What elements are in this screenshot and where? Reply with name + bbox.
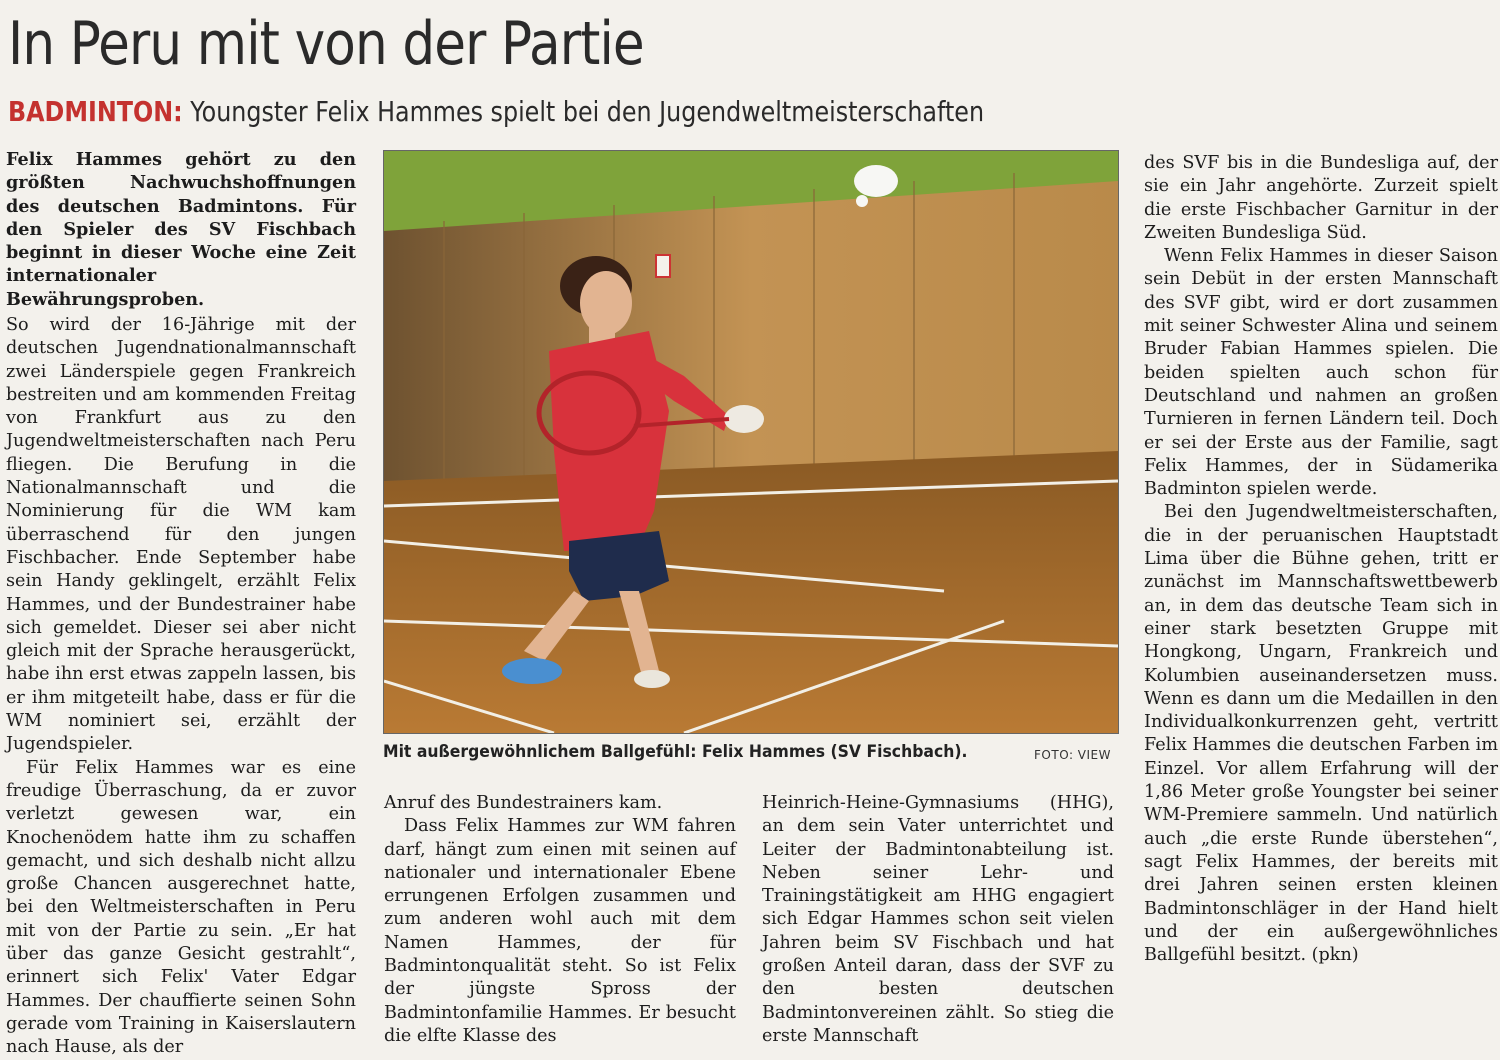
headline: In Peru mit von der Partie — [8, 9, 644, 79]
text-column-2 — [384, 792, 736, 1048]
photo-credit: FOTO: VIEW — [1034, 748, 1111, 762]
paragraph: des SVF bis in die Bundesliga auf, der sie ein Jahr angehörte. Zurzeit spielt die erste Fischbacher Garnitur in der Zweiten Bundesliga Süd. — [1144, 153, 1498, 243]
badminton-player-photo — [383, 150, 1119, 734]
text-column-1 — [6, 314, 356, 1060]
subheadline — [8, 92, 1266, 132]
text-column-3 — [762, 792, 1114, 1048]
exit-sign — [656, 255, 670, 277]
text-column-4 — [1144, 152, 1498, 967]
paragraph: Dass Felix Hammes zur WM fahren darf, hängt zum einen mit seinen auf nationaler und internationaler Ebene errungenen Erfolgen zusammen und zum anderen wohl auch mit dem Namen Hammes, der für Badmintonqualität steht. So ist Felix der jüngste Spross der Badmintonfamilie Hammes. Er besucht die elfte Klasse des — [384, 816, 736, 1046]
subtitle: Youngster Felix Hammes spielt bei den Jugendweltmeisterschaften — [190, 95, 985, 128]
paragraph: Heinrich-Heine-Gymnasiums (HHG), an dem sein Vater unterrichtet und Leiter der Badmintonabteilung ist. Neben seiner Lehr- und Trainingstätigkeit am HHG engagiert sich Edgar Hammes schon seit vielen Jahren beim SV Fischbach und hat großen Anteil daran, dass der SVF zu den besten deutschen Badmintonvereinen zählt. So stieg die erste Mannschaft — [762, 793, 1114, 1046]
shuttlecock — [854, 165, 898, 197]
paragraph: Anruf des Bundestrainers kam. — [384, 793, 663, 813]
paragraph: Wenn Felix Hammes in dieser Saison sein Debüt in der ersten Mannschaft des SVF gibt, wird er dort zusammen mit seiner Schwester Alina und seinem Bruder Fabian Hammes spielen. Die beiden spielten auch schon für Deutschland und nahmen an großen Turnieren in fernen Ländern teil. Doch er sei der Erste aus der Familie, sagt Felix Hammes, der in Südamerika Badminton spielen werde. — [1144, 246, 1498, 500]
paragraph: So wird der 16-Jährige mit der deutschen Jugendnationalmannschaft zwei Länderspiele gegen Frankreich bestreiten und am kommenden Freitag von Frankfurt aus zu den Jugendweltmeisterschaften nach Peru fliegen. Die Berufung in die Nationalmannschaft und die Nominierung für die WM kam überraschend für den jungen Fischbacher. Ende September habe sein Handy geklingelt, erzählt Felix Hammes, und der Bundestrainer habe sich gemeldet. Dieser sei aber nicht gleich mit der Sprache herausgerückt, habe ihn erst etwas zappeln lassen, bis er ihm mitgeteilt habe, dass er für die WM nominiert sei, erzählt der Jugendspieler. — [6, 315, 356, 755]
paragraph: Bei den Jugendweltmeisterschaften, die in der peruanischen Hauptstadt Lima über die Bühne gehen, tritt er zunächst im Mannschaftswettbewerb an, in dem das deutsche Team sich in einer stark besetzten Gruppe mit Hongkong, Ungarn, Frankreich und Kolumbien auseinandersetzen muss. Wenn es dann um die Medaillen in den Individualkonkurrenzen geht, vertritt Felix Hammes die deutschen Farben im Einzel. Vor allem Erfahrung will der 1,86 Meter große Youngster bei seiner WM-Premiere sammeln. Und natürlich auch „die erste Runde überstehen“, sagt Felix Hammes, der bereits mit drei Jahren seinen ersten kleinen Badmintonschläger in der Hand hielt und der ein außergewöhnliches Ballgefühl besitzt. (pkn) — [1144, 502, 1498, 966]
paragraph: Für Felix Hammes war es eine freudige Überraschung, da er zuvor verletzt gewesen war, ein Knochenödem hatte ihm zu schaffen gemacht, und sich deshalb nicht allzu große Chancen ausgerechnet hatte, bei den Weltmeisterschaften in Peru mit von der Partie zu sein. „Er hat über das ganze Gesicht gestrahlt“, erinnert sich Felix' Vater Edgar Hammes. Der chauffierte seinen Sohn gerade vom Training in Kaiserslautern nach Hause, als der — [6, 757, 356, 1058]
section-kicker: BADMINTON: — [8, 95, 183, 128]
caption-text: Mit außergewöhnlichem Ballgefühl: Felix Hammes (SV Fischbach). — [383, 742, 968, 762]
photo-caption — [383, 742, 1117, 772]
lead-paragraph: Felix Hammes gehört zu den größten Nachwuchshoffnungen des deutschen Badmintons. Für den Spieler des SV Fischbach beginnt in dieser Woche eine Zeit internationaler Bewährungsproben. — [6, 149, 356, 310]
